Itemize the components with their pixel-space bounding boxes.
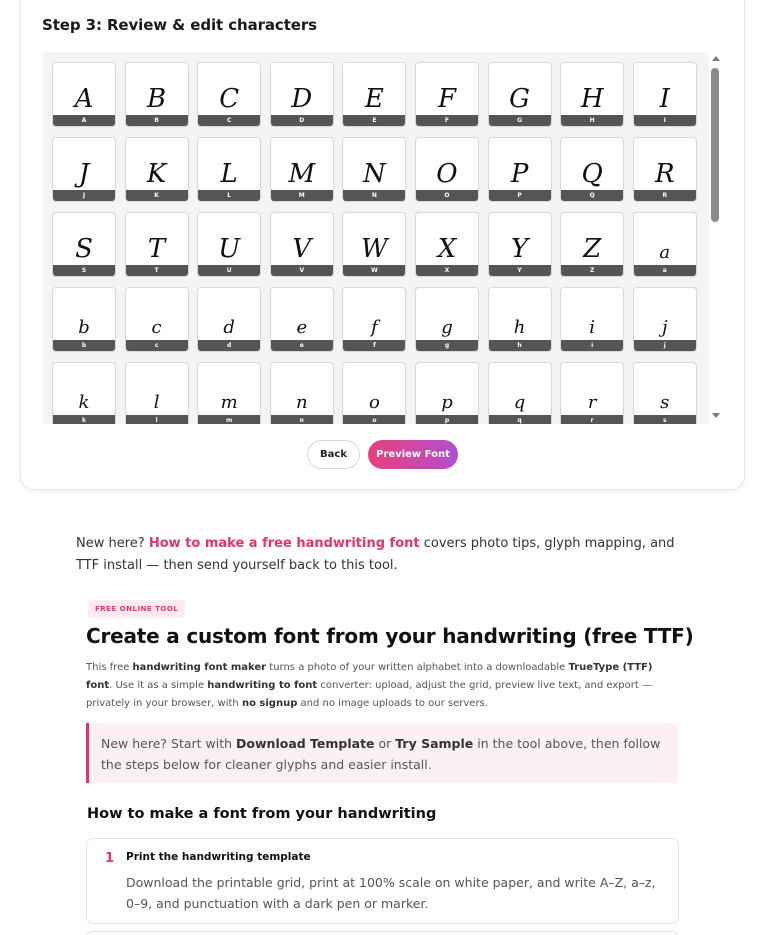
glyph-preview: n	[295, 392, 308, 413]
glyph-preview: A	[74, 84, 94, 114]
glyph-cell[interactable]	[560, 287, 624, 352]
glyph-label: Z	[561, 265, 623, 276]
glyph-label: b	[53, 340, 115, 351]
glyph-cell[interactable]	[415, 362, 479, 424]
step-number: 1	[105, 851, 115, 866]
glyph-label: H	[561, 115, 623, 126]
glyph-cell[interactable]	[488, 212, 552, 277]
glyph-cell[interactable]	[560, 212, 624, 277]
glyph-preview: N	[363, 159, 386, 189]
glyph-label: T	[126, 265, 188, 276]
lead-bold: no signup	[241, 698, 298, 709]
glyph-preview: q	[513, 392, 526, 413]
glyph-cell[interactable]	[342, 62, 406, 127]
glyph-label: Q	[561, 190, 623, 201]
glyph-cell[interactable]	[197, 62, 261, 127]
preview-font-button[interactable]: Preview Font	[368, 440, 458, 469]
glyph-preview: k	[78, 392, 90, 413]
glyph-label: V	[271, 265, 333, 276]
glyph-preview: o	[368, 392, 380, 413]
glyph-cell[interactable]	[52, 287, 116, 352]
lead-text: turns a photo of your written alphabet into a downloadable	[266, 662, 569, 673]
glyph-cell[interactable]	[488, 62, 552, 127]
glyph-label: p	[416, 415, 478, 424]
glyph-preview: B	[147, 84, 167, 114]
glyph-label: J	[53, 190, 115, 201]
callout-text: or	[374, 736, 396, 751]
scroll-thumb[interactable]	[711, 68, 719, 222]
article-title: Create a custom font from your handwriting (free TTF)	[86, 624, 694, 648]
glyph-preview: j	[661, 317, 668, 338]
glyph-cell[interactable]	[125, 212, 189, 277]
callout-text: in the tool above, then follow the steps below for cleaner glyphs and easier install.	[101, 736, 661, 772]
glyph-cell[interactable]	[415, 287, 479, 352]
glyph-label: o	[343, 415, 405, 424]
glyph-cell[interactable]	[52, 62, 116, 127]
glyph-cell[interactable]	[488, 362, 552, 424]
glyph-cell[interactable]	[342, 362, 406, 424]
glyph-preview: Q	[581, 159, 603, 189]
glyph-cell[interactable]	[270, 62, 334, 127]
glyph-cell[interactable]	[197, 287, 261, 352]
glyph-preview: a	[659, 242, 671, 263]
glyph-cell[interactable]	[125, 362, 189, 424]
glyph-cell[interactable]	[415, 137, 479, 202]
glyph-preview: g	[441, 317, 453, 338]
glyph-label: K	[126, 190, 188, 201]
glyph-preview: T	[147, 234, 166, 264]
callout-text: New here? Start with	[101, 736, 237, 751]
glyph-preview: E	[364, 84, 384, 114]
glyph-preview: M	[288, 159, 316, 189]
glyph-label: m	[198, 415, 260, 424]
glyph-label: i	[561, 340, 623, 351]
glyph-preview: e	[296, 317, 308, 338]
glyph-preview: m	[220, 392, 238, 413]
lead-bold: TrueType (TTF) font	[86, 662, 653, 691]
glyph-label: l	[126, 415, 188, 424]
glyph-preview: U	[218, 234, 241, 264]
glyph-preview: Z	[583, 234, 602, 264]
glyph-preview: c	[151, 317, 162, 338]
lead-bold: handwriting font maker	[132, 662, 267, 673]
glyph-label: c	[126, 340, 188, 351]
glyph-label: A	[53, 115, 115, 126]
article-lead	[86, 659, 676, 713]
glyph-cell[interactable]	[270, 137, 334, 202]
glyph-preview: S	[75, 234, 93, 264]
intro-prefix: New here?	[76, 536, 149, 551]
glyph-cell[interactable]	[197, 212, 261, 277]
glyph-cell[interactable]	[197, 362, 261, 424]
glyph-label: e	[271, 340, 333, 351]
howto-title: How to make a font from your handwriting	[87, 806, 437, 822]
glyph-cell[interactable]	[488, 137, 552, 202]
glyph-label: D	[271, 115, 333, 126]
glyph-preview: X	[437, 234, 457, 264]
glyph-preview: d	[223, 317, 235, 338]
glyph-preview: I	[659, 84, 670, 114]
glyph-preview: b	[78, 317, 90, 338]
free-tool-badge: FREE ONLINE TOOL	[88, 600, 185, 618]
glyph-cell[interactable]	[633, 62, 697, 127]
howto-step-card	[86, 838, 679, 924]
glyph-cell[interactable]	[633, 362, 697, 424]
glyph-label: d	[198, 340, 260, 351]
glyph-cell[interactable]	[415, 212, 479, 277]
lead-bold: handwriting to font	[207, 680, 318, 691]
glyph-cell[interactable]	[52, 362, 116, 424]
glyph-cell[interactable]	[342, 137, 406, 202]
glyph-label: r	[561, 415, 623, 424]
lead-text: . Use it as a simple	[109, 680, 208, 691]
glyph-label: Y	[489, 265, 551, 276]
step-title: Print the handwriting template	[126, 851, 311, 863]
glyph-label: q	[489, 415, 551, 424]
glyph-preview: r	[587, 392, 597, 413]
glyph-label: S	[53, 265, 115, 276]
glyph-cell[interactable]	[633, 287, 697, 352]
glyph-preview: R	[654, 159, 675, 189]
glyph-preview: L	[220, 159, 238, 189]
glyph-label: C	[198, 115, 260, 126]
glyph-preview: O	[436, 159, 458, 189]
lead-text: converter: upload, adjust the grid, preview live text, and export — privately in your browser, with	[86, 680, 652, 709]
glyph-cell[interactable]	[125, 137, 189, 202]
glyph-preview: D	[291, 84, 313, 114]
glyph-preview: G	[509, 84, 530, 114]
glyph-label: B	[126, 115, 188, 126]
next-step-card-edge	[86, 931, 679, 935]
glyph-label: L	[198, 190, 260, 201]
glyph-preview: F	[437, 84, 456, 114]
callout-bold: Download Template	[236, 736, 375, 751]
glyph-cell[interactable]	[560, 62, 624, 127]
glyph-preview: V	[292, 234, 312, 264]
callout-bold: Try Sample	[395, 736, 474, 751]
glyph-cell[interactable]	[342, 212, 406, 277]
glyph-label: U	[198, 265, 260, 276]
glyph-preview: h	[513, 317, 526, 338]
glyph-label: R	[634, 190, 696, 201]
glyph-preview: J	[78, 159, 90, 189]
glyph-cell[interactable]	[270, 287, 334, 352]
lead-text: and no image uploads to our servers.	[297, 698, 488, 709]
glyph-preview: K	[146, 159, 167, 189]
glyph-label: a	[634, 265, 696, 276]
glyph-grid-container[interactable]	[42, 52, 709, 424]
glyph-cell[interactable]	[52, 137, 116, 202]
glyph-label: g	[416, 340, 478, 351]
lead-text: This free	[86, 662, 133, 673]
glyph-cell[interactable]	[52, 212, 116, 277]
glyph-cell[interactable]	[488, 287, 552, 352]
glyph-preview: s	[660, 392, 670, 413]
glyph-label: F	[416, 115, 478, 126]
glyph-cell[interactable]	[270, 362, 334, 424]
glyph-preview: f	[371, 317, 378, 338]
glyph-label: I	[634, 115, 696, 126]
glyph-grid-scrollbar[interactable]	[709, 52, 722, 424]
step-body: Download the printable grid, print at 100% scale on white paper, and write A–Z, a–z, 0–9, and punctuation with a dark pen or marker.	[126, 875, 656, 911]
glyph-preview: P	[510, 159, 529, 189]
glyph-grid	[52, 62, 697, 424]
glyph-label: G	[489, 115, 551, 126]
glyph-cell[interactable]	[560, 137, 624, 202]
glyph-label: O	[416, 190, 478, 201]
scroll-up-arrow-icon[interactable]	[712, 56, 720, 61]
glyph-label: k	[53, 415, 115, 424]
glyph-cell[interactable]	[560, 362, 624, 424]
glyph-preview: p	[441, 392, 453, 413]
glyph-preview: i	[589, 317, 596, 338]
step3-title: Step 3: Review & edit characters	[42, 16, 317, 34]
intro-paragraph	[76, 533, 696, 577]
glyph-label: E	[343, 115, 405, 126]
glyph-label: X	[416, 265, 478, 276]
glyph-cell[interactable]	[125, 62, 189, 127]
scroll-down-arrow-icon[interactable]	[712, 413, 720, 418]
glyph-label: P	[489, 190, 551, 201]
glyph-cell[interactable]	[342, 287, 406, 352]
new-here-callout	[86, 723, 678, 783]
back-button[interactable]: Back	[307, 440, 360, 469]
glyph-label: W	[343, 265, 405, 276]
glyph-cell[interactable]	[415, 62, 479, 127]
glyph-cell[interactable]	[197, 137, 261, 202]
glyph-preview: l	[153, 392, 160, 413]
glyph-cell[interactable]	[125, 287, 189, 352]
glyph-preview: C	[219, 84, 240, 114]
handwriting-guide-link[interactable]: How to make a free handwriting font	[148, 536, 420, 551]
glyph-label: M	[271, 190, 333, 201]
glyph-preview: Y	[510, 234, 529, 264]
glyph-label: s	[634, 415, 696, 424]
glyph-preview: H	[580, 84, 604, 114]
glyph-cell[interactable]	[633, 137, 697, 202]
glyph-label: N	[343, 190, 405, 201]
glyph-label: h	[489, 340, 551, 351]
glyph-label: j	[634, 340, 696, 351]
glyph-cell[interactable]	[633, 212, 697, 277]
glyph-cell[interactable]	[270, 212, 334, 277]
glyph-label: n	[271, 415, 333, 424]
glyph-label: f	[343, 340, 405, 351]
glyph-preview: W	[361, 234, 388, 264]
intro-suffix: covers photo tips, glyph mapping, and TTF install — then send yourself back to this tool.	[76, 536, 675, 573]
